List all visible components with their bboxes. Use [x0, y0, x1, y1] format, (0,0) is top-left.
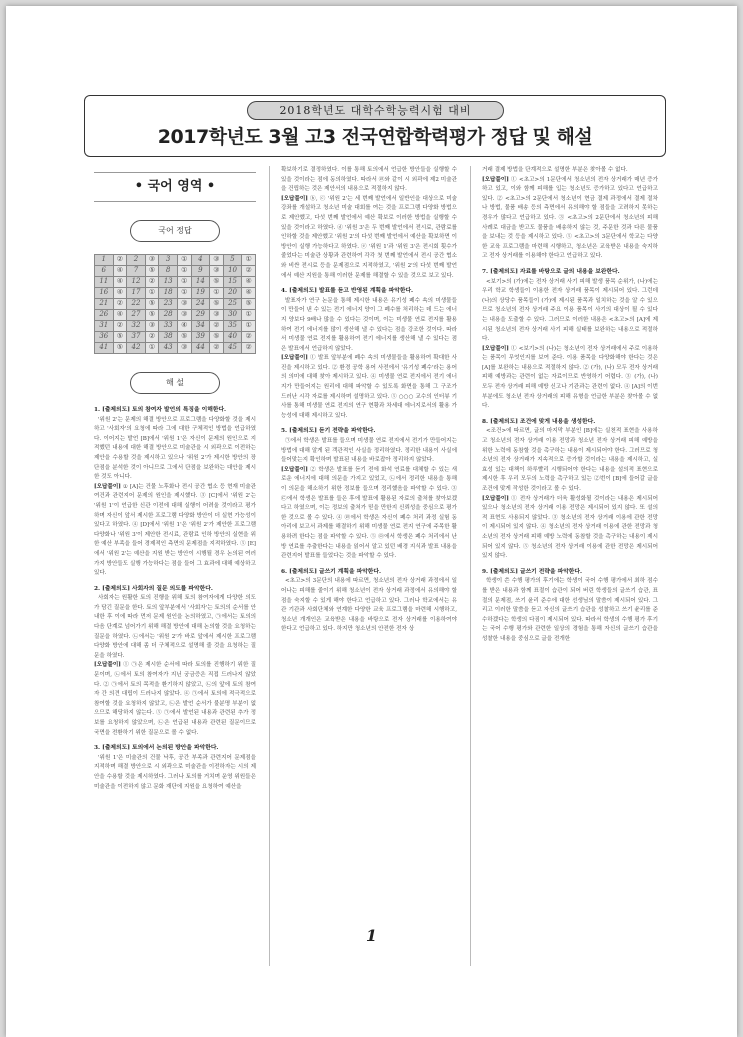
explanation-text: 사회자는 원활한 토의 진행을 위해 토의 참여자에게 다양한 의도가 담긴 질문을 한다. 토의 앞부분에서 '사회자'는 토의의 순서를 안내한 후 이에 따라 먼저 문제 원인을 논의하였고, ㉠에서는 토의의 다음 단계로 넘어가기 위해 해결 방안에 대해 논의할 것을 요청하는 질문을 하였다. ㉡에서는 '위원 2'가 바로 앞에서 제시한 프로그램 다양화 방안에 대해 좀 더 구체적으로 설명해 줄 것을 요청하는 질문을 하였다. [94, 595, 256, 659]
wrong-answer-text: ① 전자 상거래가 더욱 활성화될 것이라는 내용은 제시되어 있으나 청소년의 전자 상거래 이용 전망은 제시되어 있지 않다. 또 설의적 표현도 사용되지 않았다. ③ 청소년의 전자 상거래 이용에 관한 전망이 제시되어 있지 않다. ④ 청소년의 전자 상거래 이용에 관한 전망과 청소년의 전자 상거래 피해 예방 노력에 동참할 것을 촉구하는 내용이 제시되어 있지 않다. ⑤ 청소년의 전자 상거래 이용에 관한 전망은 제시되어 있지 않다. [482, 495, 659, 560]
answer-value: ① [177, 288, 191, 299]
question-number: 1 [95, 255, 114, 266]
answer-row [95, 255, 256, 266]
wrong-answer-text: ① ㉠은 제시한 순서에 따라 토의를 진행하기 위한 질문이며, ㉡에서 토의 참여자가 지닌 궁금증은 직접 드러나지 않았다. ② ㉠에서 토의 목적을 환기하지 않았고, ㉡의 앞에 토의 참여자 간 의견 대립이 드러나지 않았다. ④ ㉠에서 토의에 적극적으로 참여할 것을 요청하지 않았고, ㉡은 발언 순서가 불분명 부분이 없으므로 해당하지 않는다. ⑤ ㉠에서 발언된 내용과 관련된 추가 정보를 요청하지 않았으며, ㉡은 언급된 내용과 관련된 질문이므로 국면을 전환하기 위한 질문으로 볼 수 없다. [94, 662, 256, 736]
answer-value: ④ [242, 277, 256, 288]
question-heading: 8. [출제의도] 조건에 맞게 내용을 생성한다. [482, 418, 596, 425]
explanation-text: <초고>의 3문단의 내용에 따르면, 청소년의 전자 상거래 과정에서 일어나는 피해를 줄이기 위해 청소년이 전자 상거래 과정에서 유의해야 할 점을 숙지할 수 있게 해야 한다고 언급하고 있다. 그러나 학교에서는 유관 기관과 사회단체와 연계한 다양한 교육 프로그램을 마련해 시행하고, 청소년 개개인은 교육받은 내용을 바탕으로 전자 상거래를 이용하여야 한다고 언급하고 있다. 하지만 청소년의 안전한 전자 상 [281, 578, 457, 633]
wrong-answer-label: [오답풀이] [94, 662, 121, 669]
question-number: 40 [223, 332, 242, 343]
question-number: 43 [159, 343, 178, 354]
answer-value: ② [145, 332, 159, 343]
question-number: 19 [191, 288, 210, 299]
answer-value: ⑤ [145, 266, 159, 277]
answer-value: ① [177, 266, 191, 277]
column-1 [94, 166, 256, 792]
answer-value: ③ [177, 310, 191, 321]
answer-value: ③ [145, 255, 159, 266]
page-title: 2017학년도 3월 고3 전국연합학력평가 정답 및 해설 [157, 126, 593, 148]
column-3 [482, 166, 658, 645]
question-heading: 1. [출제의도] 토의 참여자 발언의 특징을 이해한다. [94, 407, 227, 413]
answer-value: ② [242, 266, 256, 277]
explanation-text: ㉠에서 학생은 발표를 들으며 미생물 연료 전지에서 전기가 만들어지는 방법에 대해 알게 된 객관적인 사실을 정리하였다. 정리한 내용이 사실에 들어맞는지 확인하며 발표된 내용을 바로잡아 정리하지 않았다. [281, 438, 457, 464]
answer-table [94, 254, 256, 354]
question-heading: 2. [출제의도] 사회자의 질문 의도를 파악한다. [94, 585, 213, 592]
wrong-answer-text: ① 발표 앞부분에 폐수 속의 미생물들을 활용하여 확대한 사진을 제시하고 있다. ② 환경 공학 용어 사전에서 '유기성 폐수'라는 용어의 의미에 대해 찾아 제시하고 있다. ④ 미생물 연료 전지에서 전기 에너지가 만들어지는 원리에 대해 파악할 수 있도록 화면을 통해 그 구조가 드러난 시각 자료를 제시하며 설명하고 있다. ⑤ ○○○ 교수의 인터뷰 기사를 통해 미생물 연료 전지의 연구 현황과 차세대 에너지로서의 활용 가능성에 대해 제시하고 있다. [281, 355, 458, 419]
answer-row [95, 299, 256, 310]
answer-value: ⑤ [113, 343, 127, 354]
answer-row [95, 332, 256, 343]
wrong-answer-explanation [482, 345, 658, 412]
question-number: 18 [159, 288, 178, 299]
question-number: 10 [223, 266, 242, 277]
explanation-text: <보기>의 (가)에는 전자 상거래 사기 피해 발생 품목 순위가, (나)에는 우리 학교 학생들이 이용한 전자 상거래 품목이 제시되어 있다. 그런데 (나)의 상당수 품목들이 (가)에 제시된 품목과 일치하는 것을 알 수 있으므로 청소년의 전자 상거래 주요 이용 품목이 사기의 대상이 될 수 있다는 내용을 도출할 수 있다. 그러므로 이러한 내용은 <초고>의 [A]에 제시된 청소년의 전자 상거래 사기 피해 실태를 보완하는 내용으로 적절하다. [482, 278, 658, 343]
wrong-answer-text: ① <보기>의 (나)는 청소년이 전자 상거래에서 주로 이용하는 품목이 무엇인지를 보여 준다. 이용 품목을 다양화해야 한다는 것은 [A]를 보완하는 내용으로 적절하지 않다. ② (가), (나) 모두 전자 상거래 피해 예방과는 관련이 없는 자료이므로 반영하기 어렵다. ③ (가), (나) 모두 전자 상거래 피해 예방 신고나 기관과는 관련이 없다. ④ [A]의 이번 부분에도 청소년 전자 상거래의 피해 유형을 언급한 부분은 찾아볼 수 없다. [482, 345, 658, 410]
answer-value: ① [145, 288, 159, 299]
question-number: 25 [223, 299, 242, 310]
answer-row [95, 310, 256, 321]
question-heading: 7. [출제의도] 자료를 바탕으로 글의 내용을 보완한다. [482, 268, 620, 275]
answer-value: ② [242, 332, 256, 343]
section-title: • 국어 영역 • [94, 172, 256, 202]
answer-value: ⑤ [113, 332, 127, 343]
answer-value: ⑤ [145, 299, 159, 310]
explanation-text: '위원 2'는 문제의 해결 방안으로 프로그램을 다양화할 것을 제시하고 '사회자'의 요청에 따라 그에 대한 구체적인 방법을 언급하였다. 이어지는 발언 [B]에서 '위원 1'은 자신이 문제의 원인으로 지적했던 내용에 대한 해결 방안으로 미술관을 시 외곽으로 이전하는 제안을 수용할 것을 제시하고 있으나 '위원 2'가 제시한 방안의 장단점을 분석한 것이 아니므로 그에서 단점을 보완하는 대안을 제시한 것도 아니다. [94, 416, 256, 481]
answers-label: 국어 정답 [130, 220, 220, 242]
question-number: 9 [191, 266, 210, 277]
wrong-answer-text: ① [A]는 건물 노후화나 전시 공간 협소 등 현재 미술관 여건과 관련지어 문제의 원인을 제시했다. ③ [C]에서 '위원 2'는 '위원 1'이 언급한 신관 이전에 대해 실행이 어려울 것이라고 평가하며 자신이 앞서 제시한 프로그램 다양화 방안이 더 실현 가능성이 있다고 하였다. ④ [D]에서 '위원 1'은 '위원 2'가 제안한 프로그램 다양화나 '위원 3'이 제안한 전시료, 관람료 인하 방안의 실현을 위한 예산 부족을 들어 경제적인 측면의 문제점을 지적하였다. ⑤ [E]에서 '위원 2'는 예산을 지원 받는 방안이 시행될 경우 논의된 여러 가지 방안들도 실행 가능하다는 점을 들어 그 효과에 대해 예상하고 있다. [94, 483, 256, 577]
header-box [84, 95, 666, 157]
answer-value: ② [113, 299, 127, 310]
wrong-answer-explanation [94, 483, 256, 579]
answer-value: ② [210, 343, 224, 354]
answer-value: ① [145, 343, 159, 354]
question-number: 17 [127, 288, 146, 299]
question-number: 7 [127, 266, 146, 277]
question-number: 13 [159, 277, 178, 288]
answer-value: ⑤ [210, 277, 224, 288]
question-number: 28 [159, 310, 178, 321]
question-number: 12 [127, 277, 146, 288]
question-number: 29 [191, 310, 210, 321]
question-heading: 5. [출제의도] 듣기 전략을 파악한다. [281, 428, 376, 435]
wrong-answer-text: ⓑ, ⓒ '위원 2'는 세 번째 발언에서 일반인을 대상으로 미술 강좌를 개설하고 청소년 미술 대회를 여는 것을 프로그램 다양화 방법으로 제안했고, 다섯 번째 발언에서 예산 확보로 이러한 방법을 실행할 수 있을 것이라고 하였다. ⓓ '위원 3'은 두 번째 발언에서 전시료, 관람료를 인하할 것을 제안했고 '위원 2'의 다섯 번째 발언에서 예산을 확보하면 이 방안이 실행 가능하다고 하였다. ⓔ '위원 1'과 '위원 3'은 전시회 횟수가 줄었다는 미술관 상황과 관련하여 각각 첫 번째 발언에서 전시 공간 협소와 비싼 전시료 등을 문제점으로 지적하였고, '위원 2'의 다섯 번째 발언에서 예산 지원을 통해 이러한 문제를 해결할 수 있을 것으로 보고 있다. [281, 195, 457, 279]
question-number: 8 [159, 266, 178, 277]
answer-value: ③ [145, 321, 159, 332]
question-heading: 4. [출제의도] 발표를 듣고 반영된 계획을 파악한다. [281, 288, 414, 295]
question-number: 11 [95, 277, 114, 288]
answer-value: ① [242, 255, 256, 266]
question-number: 41 [95, 343, 114, 354]
answer-value: ② [242, 343, 256, 354]
question-number: 30 [223, 310, 242, 321]
wrong-answer-explanation [482, 495, 658, 562]
wrong-answer-label: [오답풀이] [281, 195, 308, 202]
question-number: 21 [95, 299, 114, 310]
answer-value: ① [210, 288, 224, 299]
question-number: 15 [223, 277, 242, 288]
wrong-answer-label: [오답풀이] [482, 345, 509, 352]
question-number: 22 [127, 299, 146, 310]
wrong-answer-label: [오답풀이] [482, 495, 509, 502]
question-number: 37 [127, 332, 146, 343]
answer-value: ③ [177, 299, 191, 310]
answer-value: ① [177, 255, 191, 266]
answer-row [95, 266, 256, 277]
question-number: 6 [95, 266, 114, 277]
question-number: 33 [159, 321, 178, 332]
wrong-answer-label: [오답풀이] [482, 176, 509, 183]
answer-value: ② [145, 277, 159, 288]
answer-value: ⑤ [145, 310, 159, 321]
wrong-answer-label: [오답풀이] [94, 483, 121, 490]
answer-value: ③ [210, 255, 224, 266]
wrong-answer-explanation [281, 466, 457, 562]
question-heading: 3. [출제의도] 토의에서 논의된 방안을 파악한다. [94, 745, 219, 752]
answer-value: ⑤ [177, 332, 191, 343]
answer-value: ③ [210, 266, 224, 277]
answer-value: ① [242, 321, 256, 332]
answer-value: ② [210, 321, 224, 332]
question-heading: 9. [출제의도] 글쓰기 전략을 파악한다. [482, 568, 583, 575]
answer-row [95, 343, 256, 354]
wrong-answer-label: [오답풀이] [281, 466, 308, 473]
answer-value: ④ [113, 266, 127, 277]
explanation-text: <조건>에 따르면, 글의 마지막 부분인 [B]에는 실천적 표현을 사용하고 청소년의 전자 상거래 이용 전망과 청소년 전자 상거래 피해 예방을 위한 노력에 동참할 것을 촉구하는 내용이 제시되어야 한다. 그러므로 청소년의 전자 상거래가 지속적으로 증가할 것이라는 내용을 제시하고, 실효성 있는 대책이 하루빨리 시행되어야 한다는 내용을 설의적 표현으로 제시한 후 우리 모두의 노력을 촉구하고 있는 ②번이 [B]에 들어갈 글을 조건에 맞게 작성한 것이라고 볼 수 있다. [482, 428, 658, 492]
wrong-answer-explanation [281, 195, 457, 281]
wrong-answer-text: ② 학생은 발표를 듣기 전에 화석 연료를 대체할 수 있는 새로운 에너지에 대해 의문을 가지고 있었고, ㉡에서 정리한 내용을 통해 이 의문을 해소하기 위한 정보를 들으며 정리했음을 파악할 수 있다. ③ ㉢에서 학생은 발표를 들은 후에 발표에 활용된 자료의 출처를 찾아보겠다고 하였으며, 이는 정보의 출처가 믿을 만한지 신뢰성을 중심으로 평가한 것으로 볼 수 있다. ④ ㉣에서 학생은 자신이 폐수 처리 과정 실험 동아리에 보고서 과제를 해결하기 위해 미생물 연료 전지 연구에 주목한 활용하려 한다는 점을 파악할 수 있다. ⑤ ㉤에서 학생은 폐수 처리에서 난방 연료를 추출한다는 내용을 읽어서 알고 있던 배경 지식과 발표 내용을 관련지어 발표를 들었다는 것을 파악할 수 있다. [281, 466, 457, 560]
column-divider [470, 166, 471, 966]
explanation-text: 확보하기로 결정하였다. 이를 통해 토의에서 언급한 방안들을 실행할 수 있을 것이라는 점에 동의하였다. 따라서 ㉣와 같이 시 외곽에 제2 미술관을 건립하는 것은 제안서의 내용으로 적절하지 않다. [281, 167, 457, 193]
wrong-answer-label: [오답풀이] [281, 355, 308, 362]
question-number: 24 [191, 299, 210, 310]
question-number: 5 [223, 255, 242, 266]
answer-value: ② [113, 255, 127, 266]
explanation-text: 거래 결제 방법을 단계적으로 설명한 부분은 찾아볼 수 없다. [482, 167, 628, 173]
answer-row [95, 277, 256, 288]
answer-value: ③ [210, 310, 224, 321]
question-number: 44 [191, 343, 210, 354]
answer-value: ④ [242, 288, 256, 299]
column-2 [281, 166, 457, 635]
question-number: 26 [95, 310, 114, 321]
question-number: 45 [223, 343, 242, 354]
question-number: 2 [127, 255, 146, 266]
explanation-label: 해 설 [130, 372, 220, 394]
question-number: 3 [159, 255, 178, 266]
answer-value: ④ [113, 277, 127, 288]
answer-value: ④ [113, 310, 127, 321]
explanation-text: '위원 1'은 미술관의 건물 낙후, 공간 부족과 관련지어 문제점을 지적하며 해결 방안으로 시 외곽으로 미술관을 이전하자는 시의 제안을 수용할 것을 제시하였다. 그러나 토의를 거치며 운영 위원들은 미술관을 이전하지 않고 문화 재단에 지원을 요청하여 예산을 [94, 754, 256, 790]
exam-subtitle: 2018학년도 대학수학능력시험 대비 [247, 101, 504, 120]
answer-value: ① [242, 310, 256, 321]
question-number: 39 [191, 332, 210, 343]
answer-value: ⑤ [210, 299, 224, 310]
question-number: 36 [95, 332, 114, 343]
answer-value: ③ [177, 343, 191, 354]
answer-value: ① [177, 277, 191, 288]
question-number: 31 [95, 321, 114, 332]
question-number: 42 [127, 343, 146, 354]
answer-value: ⑤ [210, 332, 224, 343]
answer-row [95, 321, 256, 332]
wrong-answer-explanation [94, 661, 256, 738]
question-number: 38 [159, 332, 178, 343]
wrong-answer-explanation [482, 176, 658, 262]
answer-value: ④ [113, 288, 127, 299]
question-number: 16 [95, 288, 114, 299]
answer-value: ④ [177, 321, 191, 332]
question-number: 4 [191, 255, 210, 266]
question-number: 27 [127, 310, 146, 321]
question-number: 23 [159, 299, 178, 310]
page-number: 1 [365, 926, 378, 945]
wrong-answer-text: ① <초고>의 1문단에서 청소년의 전자 상거래가 매년 증가하고 있고, 이와 함께 피해를 입는 청소년도 증가하고 있다고 언급하고 있다. ② <초고>의 2문단에서 청소년이 현금 결제 과정에서 결제 절차나 방법, 물품 배송 등의 측면에서 유의해야 할 점들을 고려하지 못하는 경우가 많다고 언급하고 있다. ③ <초고>의 2문단에서 청소년의 피해 사례로 대금을 받고도 물품을 배송하지 않는 것, 주문한 것과 다른 물품을 보내는 것 등을 제시하고 있다. ⑤ <초고>의 3문단에서 학교는 다양한 교육 프로그램을 마련해 시행하고, 청소년은 교육받은 내용을 숙지하고 전자 상거래를 이용해야 한다고 언급하고 있다. [482, 176, 659, 260]
question-heading: 6. [출제의도] 글쓰기 계획을 파악한다. [281, 568, 382, 575]
answer-value: ⑤ [242, 299, 256, 310]
question-number: 14 [191, 277, 210, 288]
answer-row [95, 288, 256, 299]
answer-value: ② [113, 321, 127, 332]
explanation-text: 발표자가 연구 논문을 통해 제시한 내용은 유기성 폐수 속의 미생물들이 만들어 낸 수 있는 전기 에너지 양이 그 폐수를 처리하는 데 드는 에너지 양보다 9배나 많을 수 있다는 것이며, 이는 미생물 연료 전지를 활용하여 전기 에너지를 많이 생산해 낼 수 있다는 점을 강조한 것이다. 따라서 미생물 연료 전지를 활용하여 전기 에너지를 생산해 낼 수 있다는 점은 발표에서 언급하지 않았다. [281, 297, 457, 352]
question-number: 32 [127, 321, 146, 332]
question-number: 34 [191, 321, 210, 332]
column-divider [269, 166, 270, 966]
question-number: 20 [223, 288, 242, 299]
document-page [6, 6, 737, 1037]
question-number: 35 [223, 321, 242, 332]
explanation-text: 학생이 쓴 수행 평가의 후기에는 학생이 국어 수행 평가에서 최하 점수를 받은 내용과 함께 표절이 습관이 되어 버린 학생들의 글쓰기 습관, 표절의 문제점, 쓰기 윤리 준수에 대한 선생님의 말씀이 제시되어 있다. 그리고 이러한 말씀을 듣고 자신의 글쓰기 습관을 성찰하고 쓰기 윤리를 준수하겠다는 학생의 다짐이 제시되어 있다. 따라서 학생의 수행 평가 후기는 국어 수행 평가와 관련한 일상의 경험을 통해 자신의 글쓰기 습관을 성찰한 내용을 중심으로 글을 전개한 [482, 578, 658, 642]
wrong-answer-explanation [281, 354, 457, 421]
